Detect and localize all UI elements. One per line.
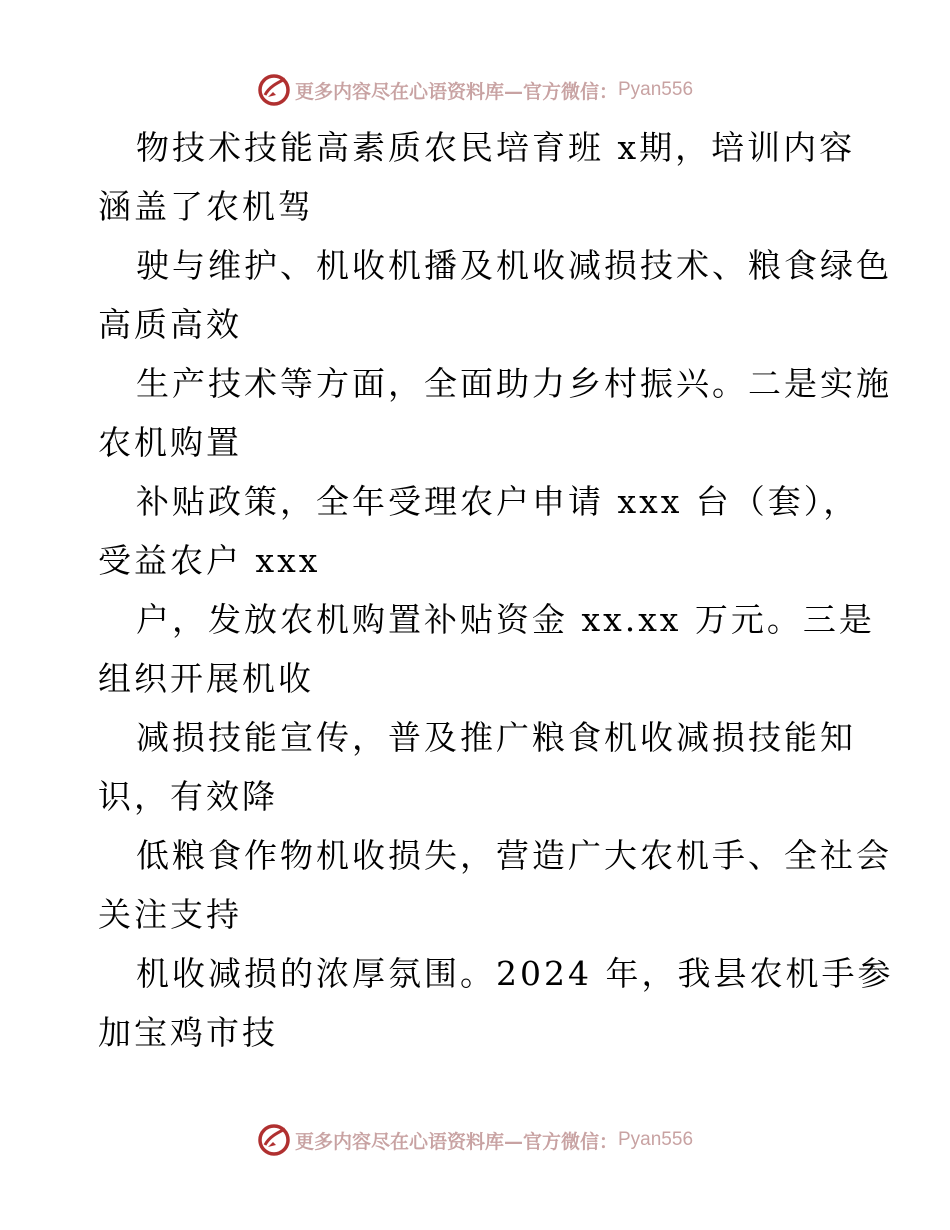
- text-line: 涵盖了农机驾: [98, 187, 314, 226]
- text-line: 组织开展机收: [98, 659, 314, 698]
- brush-seal-logo-icon: [257, 73, 291, 107]
- footer-watermark-banner: [0, 1120, 950, 1160]
- text-line: 受益农户 xxx: [98, 541, 321, 580]
- text-line: 识，有效降: [98, 777, 278, 816]
- text-line: 减损技能宣传，普及推广粮食机收减损技能知: [136, 718, 856, 757]
- text-line: 补贴政策，全年受理农户申请 xxx 台（套），: [136, 482, 860, 521]
- text-line: 驶与维护、机收机播及机收减损技术、粮食绿色: [136, 246, 892, 285]
- brush-seal-logo-icon: [257, 1123, 291, 1157]
- banner-text: 更多内容尽在心语资料库—官方微信：: [294, 80, 618, 103]
- text-line: 生产技术等方面，全面助力乡村振兴。二是实施: [136, 364, 892, 403]
- body-text: [98, 118, 894, 1062]
- banner-wechat-id: Pyan556: [618, 79, 694, 100]
- banner-wechat-id: Pyan556: [618, 1129, 694, 1150]
- text-line: 加宝鸡市技: [98, 1013, 278, 1052]
- text-line: 物技术技能高素质农民培育班 x期，培训内容: [136, 128, 856, 167]
- banner-text: 更多内容尽在心语资料库—官方微信：: [294, 1130, 618, 1153]
- text-line: 户，发放农机购置补贴资金 xx.xx 万元。三是: [136, 600, 875, 639]
- text-line: 关注支持: [98, 895, 242, 934]
- text-line: 机收减损的浓厚氛围。2024 年，我县农机手参: [136, 954, 894, 993]
- text-line: 低粮食作物机收损失，营造广大农机手、全社会: [136, 836, 892, 875]
- text-line: 高质高效: [98, 305, 242, 344]
- header-watermark-banner: [0, 70, 950, 110]
- text-line: 农机购置: [98, 423, 242, 462]
